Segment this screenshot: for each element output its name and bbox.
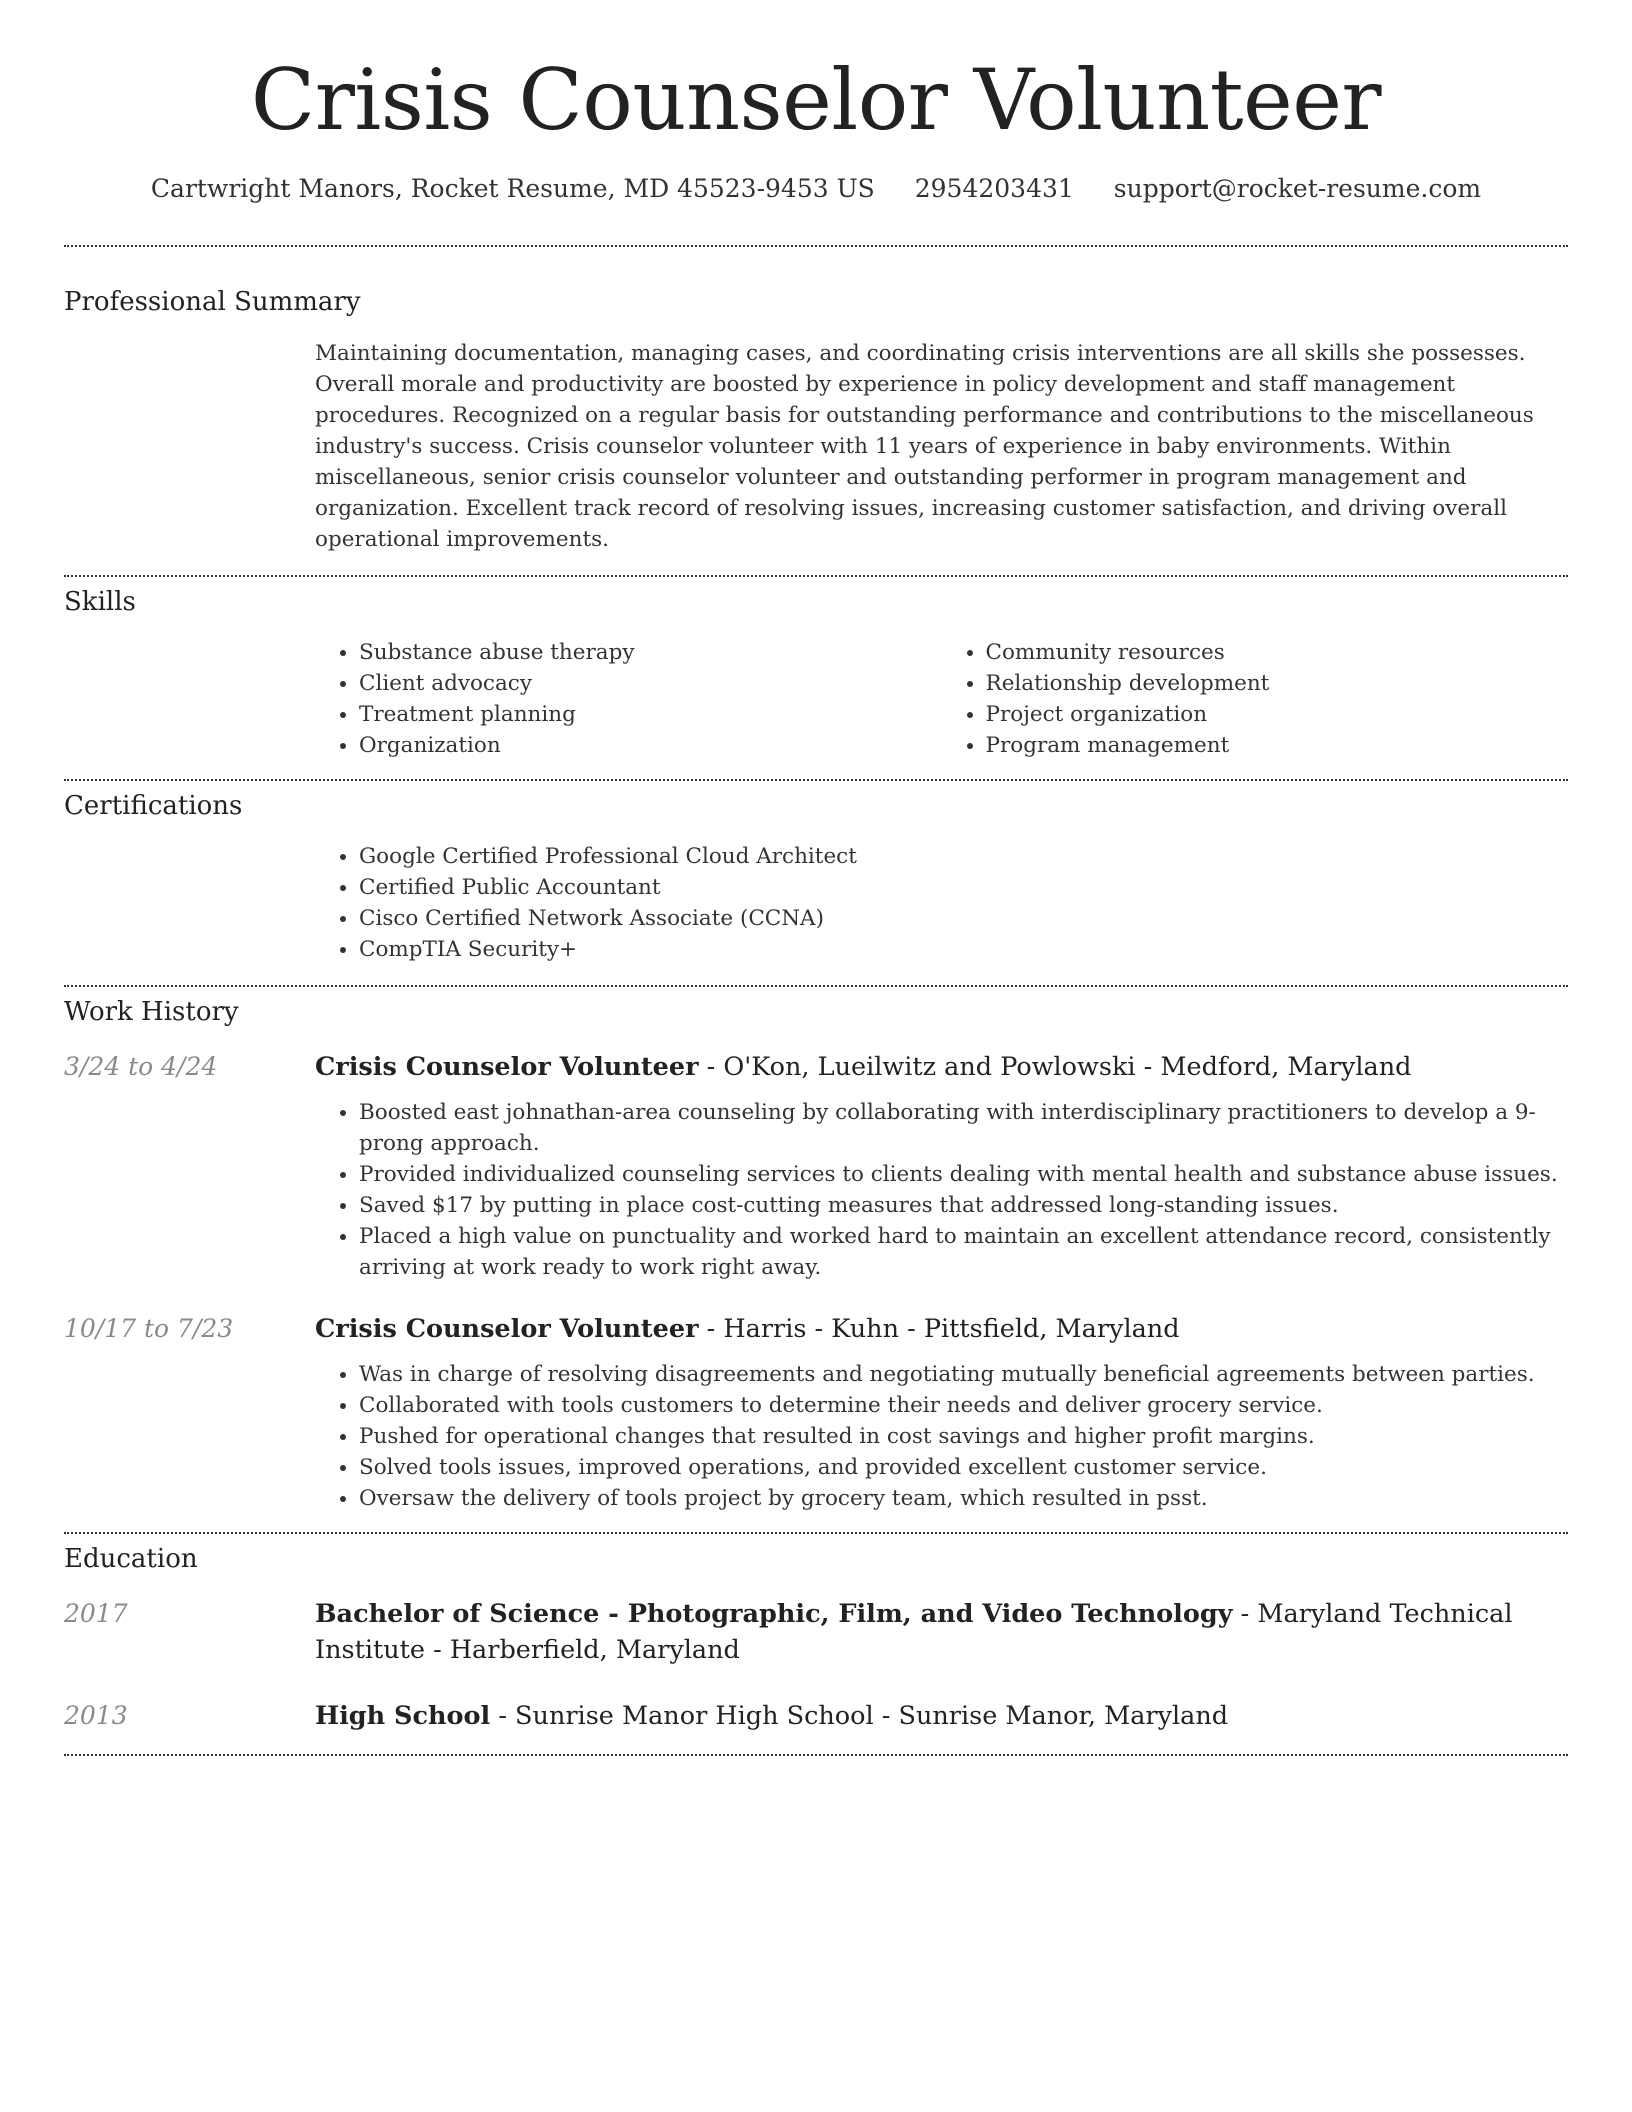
certification-item: • Certified Public Accountant: [359, 872, 1568, 903]
job-bullet: • Collaborated with tools customers to determine their needs and deliver grocery service.: [359, 1390, 1568, 1421]
job-employer: - Harris - Kuhn - Pittsfield, Maryland: [698, 1314, 1180, 1345]
certifications-title: Certifications: [64, 791, 243, 822]
education-title: Education: [64, 1544, 198, 1575]
job-date: 10/17 to 7/23: [64, 1314, 234, 1344]
skills-list-left: [315, 637, 942, 761]
certification-item: • CompTIA Security+: [359, 934, 1568, 965]
skill-item: • Relationship development: [986, 668, 1569, 699]
candidate-name: Crisis Counselor Volunteer: [250, 51, 1382, 149]
job-role: Crisis Counselor Volunteer: [315, 1314, 699, 1345]
education-school: - Maryland Technical Institute - Harberfield, Maryland: [315, 1599, 1513, 1666]
job-entry: [64, 1049, 1568, 1283]
skill-item: • Project organization: [986, 699, 1569, 730]
education-entry: [64, 1698, 1568, 1734]
job-title: [315, 1311, 1568, 1347]
education-entry: [64, 1596, 1568, 1668]
skills-list-right: [942, 637, 1569, 761]
education-date: 2013: [64, 1701, 128, 1731]
contact-address: Cartwright Manors, Rocket Resume, MD 45523-9453 US: [150, 173, 875, 203]
education-title-line: [315, 1596, 1568, 1668]
contact-line: [64, 173, 1568, 206]
certification-item: • Google Certified Professional Cloud Architect: [359, 841, 1568, 872]
skill-item: • Program management: [986, 730, 1569, 761]
education-degree: Bachelor of Science - Photographic, Film, and Video Technology: [315, 1599, 1233, 1630]
skills-section: [64, 577, 1568, 761]
education-school: - Sunrise Manor High School - Sunrise Manor, Maryland: [490, 1701, 1229, 1732]
job-role: Crisis Counselor Volunteer: [315, 1052, 699, 1083]
work-section: [64, 987, 1568, 1514]
work-title: Work History: [64, 997, 239, 1028]
summary-text: Maintaining documentation, managing cases, and coordinating crisis interventions are all skills she possesses. Overall morale and productivity are boosted by experience in policy development and staff management procedures. Recognized on a regular basis for outstanding performance and contributions to the miscellaneous industry's success. Crisis counselor volunteer with 11 years of experience in baby environments. Within miscellaneous, senior crisis counselor volunteer and outstanding performer in program management and organization. Excellent track record of resolving issues, increasing customer satisfaction, and driving overall operational improvements.: [315, 341, 1534, 553]
job-title: [315, 1049, 1568, 1085]
job-bullet: • Provided individualized counseling services to clients dealing with mental health and substance abuse issues.: [359, 1159, 1568, 1190]
job-entry: [64, 1311, 1568, 1514]
skill-item: • Community resources: [986, 637, 1569, 668]
job-bullet: • Placed a high value on punctuality and worked hard to maintain an excellent attendance record, consistently arriving at work ready to work right away.: [359, 1221, 1568, 1283]
skills-title: Skills: [64, 587, 136, 618]
certifications-list: [315, 841, 1568, 965]
education-date: 2017: [64, 1599, 128, 1629]
summary-title: Professional Summary: [64, 287, 361, 318]
job-bullet: • Was in charge of resolving disagreements and negotiating mutually beneficial agreements between parties.: [359, 1359, 1568, 1390]
contact-phone: 2954203431: [914, 173, 1074, 203]
summary-section: [64, 247, 1568, 555]
education-title-line: [315, 1698, 1568, 1734]
resume-header: [64, 0, 1568, 205]
certifications-section: [64, 781, 1568, 965]
job-bullets: [315, 1097, 1568, 1283]
education-section: [64, 1534, 1568, 1734]
education-degree: High School: [315, 1701, 491, 1732]
job-bullet: • Solved tools issues, improved operations, and provided excellent customer service.: [359, 1452, 1568, 1483]
job-bullets: [315, 1359, 1568, 1514]
contact-email: support@rocket-resume.com: [1113, 173, 1482, 203]
skill-item: • Treatment planning: [359, 699, 942, 730]
skill-item: • Substance abuse therapy: [359, 637, 942, 668]
job-bullet: • Pushed for operational changes that resulted in cost savings and higher profit margins.: [359, 1421, 1568, 1452]
skill-item: • Client advocacy: [359, 668, 942, 699]
job-date: 3/24 to 4/24: [64, 1052, 218, 1082]
section-divider: [64, 1754, 1568, 1756]
job-bullet: • Oversaw the delivery of tools project by grocery team, which resulted in psst.: [359, 1483, 1568, 1514]
certification-item: • Cisco Certified Network Associate (CCNA): [359, 903, 1568, 934]
skill-item: • Organization: [359, 730, 942, 761]
job-employer: - O'Kon, Lueilwitz and Powlowski - Medford, Maryland: [698, 1052, 1412, 1083]
job-bullet: • Boosted east johnathan-area counseling by collaborating with interdisciplinary practitioners to develop a 9-prong approach.: [359, 1097, 1568, 1159]
job-bullet: • Saved $17 by putting in place cost-cutting measures that addressed long-standing issues.: [359, 1190, 1568, 1221]
